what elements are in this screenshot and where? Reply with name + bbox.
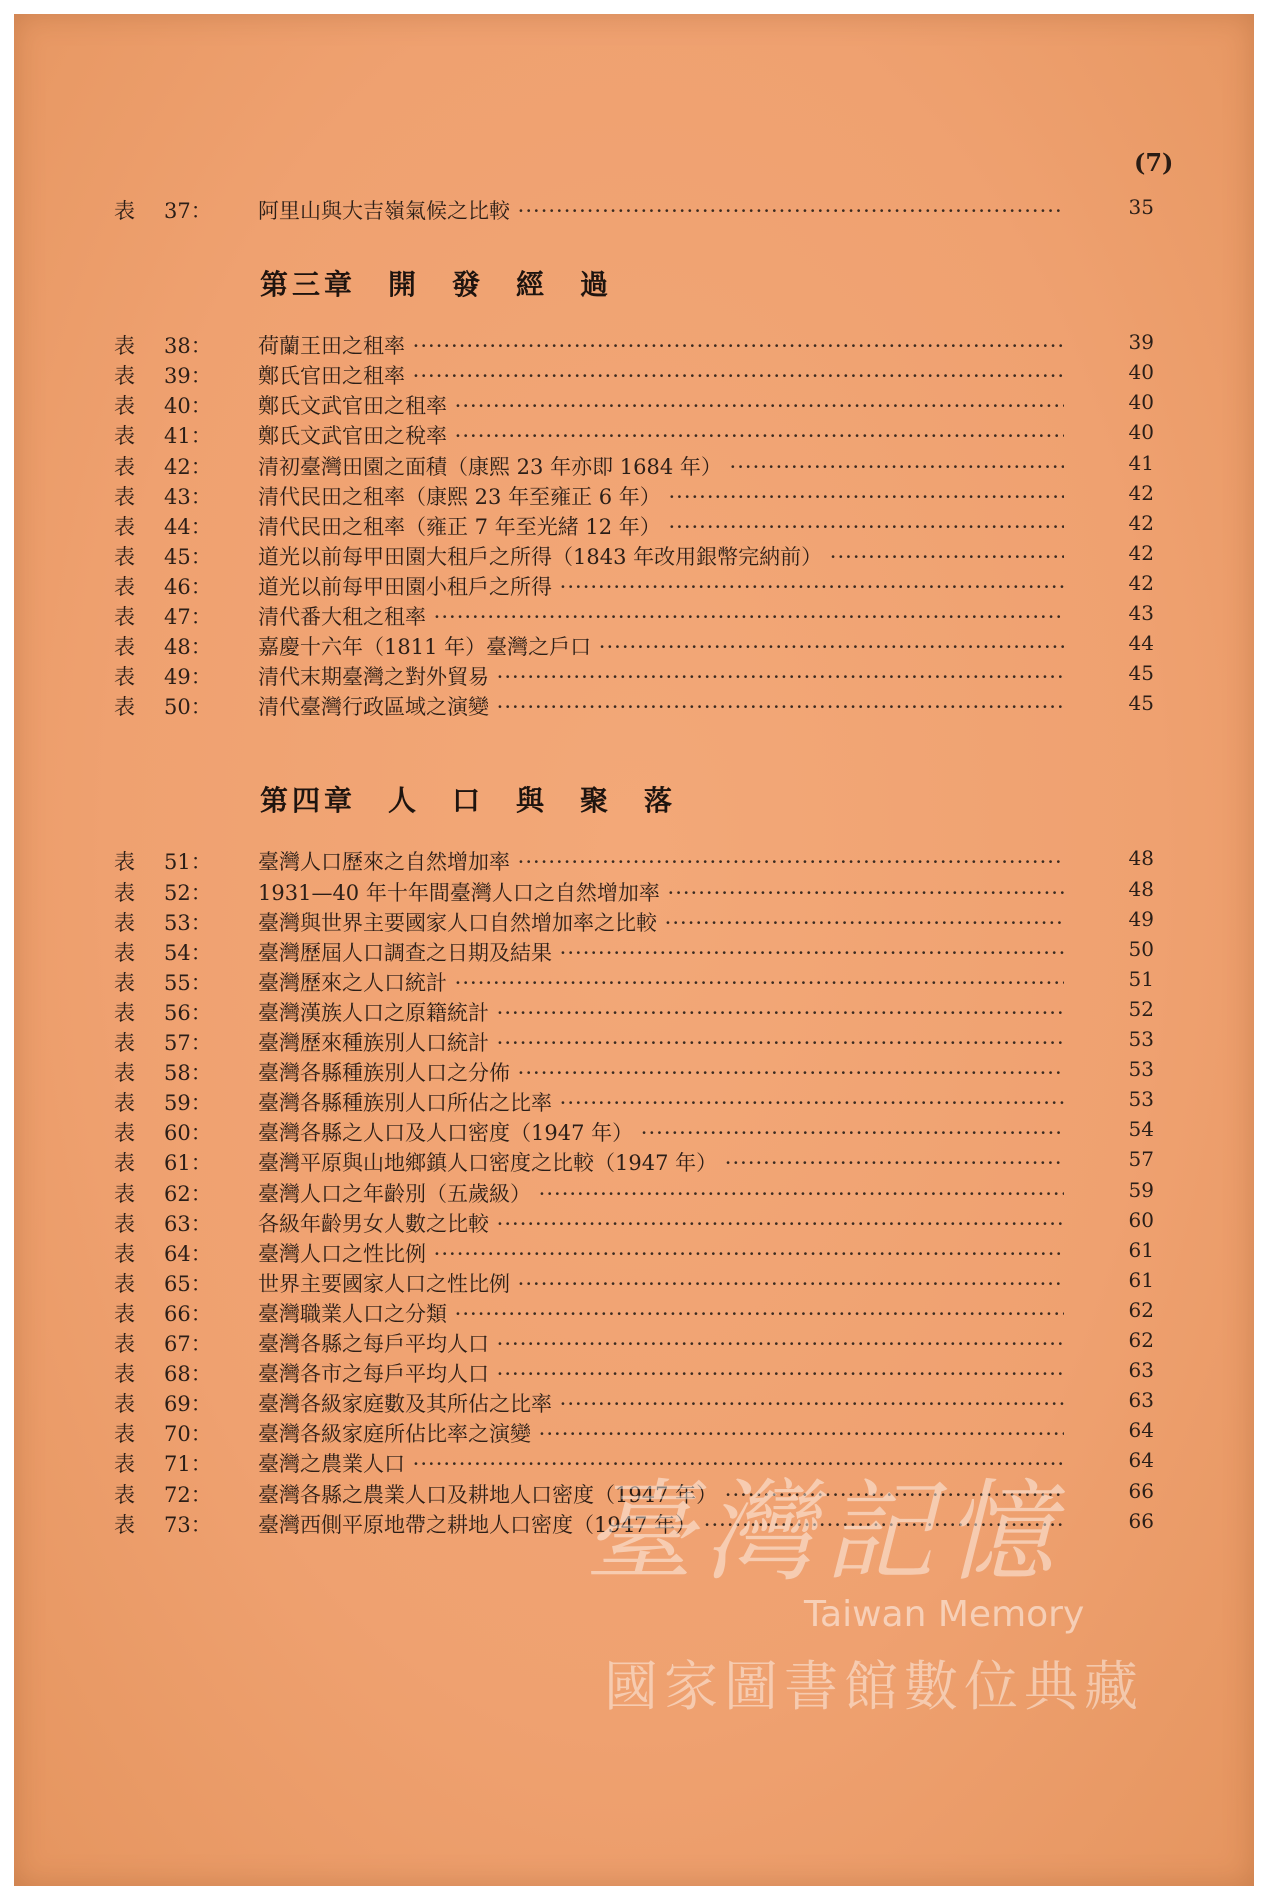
toc-entry — [114, 507, 1154, 541]
table-label: 表 — [114, 1422, 135, 1447]
toc-entry — [114, 326, 1154, 360]
table-number: 57： — [164, 1031, 212, 1055]
page-ref: 53 — [1128, 1027, 1154, 1051]
table-label: 表 — [114, 1031, 135, 1055]
toc-entry — [114, 537, 1154, 571]
table-number: 37： — [164, 199, 212, 223]
toc-entry — [114, 657, 1154, 691]
table-label: 表 — [114, 1121, 135, 1146]
table-label: 表 — [114, 850, 135, 875]
table-number: 54： — [164, 940, 212, 965]
table-number: 66： — [164, 1301, 212, 1326]
table-label: 表 — [114, 424, 135, 449]
page-ref: 49 — [1128, 906, 1154, 931]
chapter-heading: 第四章 人 口 與 聚 落 — [260, 784, 677, 818]
table-title: 臺灣各級家庭所佔比率之演變 ····· — [258, 1418, 1064, 1448]
table-label: 表 — [114, 635, 135, 660]
toc-entry — [114, 597, 1154, 631]
toc-entry — [114, 842, 1154, 876]
page-ref: 60 — [1128, 1207, 1154, 1232]
table-title: 清代末期臺灣之對外貿易 ····· — [258, 661, 1064, 691]
page-ref: 43 — [1128, 601, 1154, 625]
table-title: 臺灣歷來種族別人口統計 ····· — [258, 1027, 1064, 1057]
page-ref: 40 — [1128, 360, 1154, 385]
table-label: 表 — [114, 970, 135, 995]
table-label: 表 — [114, 1211, 135, 1236]
page-ref: 61 — [1128, 1267, 1154, 1292]
table-title: 臺灣各縣之人口及人口密度（1947 年） ····· — [258, 1117, 1064, 1147]
table-label: 表 — [114, 1091, 135, 1116]
table-number: 40： — [164, 394, 212, 419]
toc-entry — [114, 963, 1154, 997]
toc-entry — [114, 1294, 1154, 1328]
table-number: 41： — [164, 424, 212, 449]
table-title: 荷蘭王田之租率 ····· — [258, 330, 1064, 360]
page-ref: 63 — [1128, 1388, 1154, 1413]
toc-entry — [114, 477, 1154, 511]
toc-entry — [114, 1143, 1154, 1177]
table-title: 臺灣平原與山地鄉鎮人口密度之比較（1947 年） ····· — [258, 1147, 1064, 1177]
table-title: 臺灣各縣種族別人口之分佈 ····· — [258, 1057, 1064, 1087]
toc-entry — [114, 903, 1154, 937]
page-ref: 48 — [1128, 876, 1154, 901]
toc-entry — [114, 567, 1154, 601]
page-ref: 42 — [1128, 540, 1154, 565]
table-number: 67： — [164, 1332, 212, 1356]
watermark-english: Taiwan Memory — [804, 1594, 1085, 1635]
table-number: 63： — [164, 1211, 212, 1236]
table-label: 表 — [114, 1271, 135, 1296]
page-ref: 52 — [1128, 996, 1154, 1021]
table-number: 56： — [164, 1000, 212, 1025]
table-number: 62： — [164, 1181, 212, 1206]
table-label: 表 — [114, 199, 135, 223]
table-number: 71： — [164, 1452, 212, 1477]
table-number: 43： — [164, 484, 212, 509]
table-number: 60： — [164, 1121, 212, 1146]
table-label: 表 — [114, 695, 135, 720]
toc-entry — [114, 1264, 1154, 1298]
table-title: 1931—40 年十年間臺灣人口之自然增加率 ····· — [258, 877, 1064, 907]
page-ref: 39 — [1128, 330, 1154, 355]
table-number: 73： — [164, 1512, 212, 1537]
toc-entry — [114, 1113, 1154, 1147]
page-ref: 42 — [1128, 480, 1154, 505]
page-ref: 64 — [1128, 1448, 1154, 1473]
toc-entry — [114, 386, 1154, 420]
table-title: 清代民田之租率（雍正 7 年至光緒 12 年） ····· — [258, 511, 1064, 541]
table-label: 表 — [114, 1392, 135, 1417]
table-label: 表 — [114, 605, 135, 629]
page-ref: 53 — [1128, 1057, 1154, 1082]
page-ref: 66 — [1128, 1478, 1154, 1503]
page-ref: 64 — [1128, 1418, 1154, 1443]
table-label: 表 — [114, 880, 135, 905]
page-ref: 62 — [1128, 1297, 1154, 1322]
toc-entry — [114, 447, 1154, 481]
table-number: 69： — [164, 1392, 212, 1417]
table-number: 38： — [164, 334, 212, 359]
watermark-chinese: 國家圖書館數位典藏 — [604, 1655, 1144, 1718]
page-ref: 57 — [1128, 1147, 1154, 1172]
table-label: 表 — [114, 1362, 135, 1387]
page-ref: 35 — [1128, 195, 1154, 219]
table-title: 鄭氏文武官田之稅率 ····· — [258, 420, 1064, 450]
table-label: 表 — [114, 574, 135, 599]
table-label: 表 — [114, 1301, 135, 1326]
table-title: 世界主要國家人口之性比例 ····· — [258, 1268, 1064, 1298]
table-label: 表 — [114, 1332, 135, 1356]
page-ref: 42 — [1128, 570, 1154, 595]
table-title: 臺灣各縣種族別人口所佔之比率 ····· — [258, 1087, 1064, 1117]
table-number: 45： — [164, 544, 212, 569]
table-label: 表 — [114, 1151, 135, 1176]
table-title: 道光以前每甲田園大租戶之所得（1843 年改用銀幣完納前） ····· — [258, 541, 1064, 571]
table-title: 臺灣漢族人口之原籍統計 ····· — [258, 997, 1064, 1027]
table-number: 49： — [164, 665, 212, 690]
toc-entry — [114, 1174, 1154, 1208]
watermark-logo: 臺灣記憶 — [584, 1468, 1064, 1596]
page-ref: 41 — [1128, 450, 1154, 475]
table-number: 39： — [164, 364, 212, 389]
table-label: 表 — [114, 1241, 135, 1266]
table-number: 53： — [164, 910, 212, 935]
table-label: 表 — [114, 454, 135, 479]
table-title: 清代臺灣行政區域之演變 ····· — [258, 691, 1064, 721]
table-label: 表 — [114, 394, 135, 419]
table-number: 48： — [164, 635, 212, 660]
table-title: 道光以前每甲田園小租戶之所得 ····· — [258, 571, 1064, 601]
page-ref: 61 — [1128, 1237, 1154, 1262]
page-ref: 40 — [1128, 420, 1154, 445]
page-ref: 44 — [1128, 631, 1154, 656]
page-ref: 45 — [1128, 661, 1154, 686]
table-title: 臺灣各市之每戶平均人口 ····· — [258, 1358, 1064, 1388]
table-label: 表 — [114, 484, 135, 509]
table-number: 72： — [164, 1482, 212, 1507]
table-label: 表 — [114, 364, 135, 389]
table-number: 58： — [164, 1061, 212, 1086]
table-label: 表 — [114, 665, 135, 690]
table-label: 表 — [114, 1061, 135, 1086]
table-number: 64： — [164, 1241, 212, 1266]
toc-entry — [114, 416, 1154, 450]
page-number: (7) — [1134, 148, 1174, 177]
table-label: 表 — [114, 514, 135, 539]
page-ref: 59 — [1128, 1177, 1154, 1202]
toc-entry — [114, 687, 1154, 721]
table-title: 各級年齡男女人數之比較 ····· — [258, 1208, 1064, 1238]
table-label: 表 — [114, 1452, 135, 1477]
toc-entry — [114, 1204, 1154, 1238]
table-label: 表 — [114, 334, 135, 359]
page-ref: 66 — [1128, 1508, 1154, 1533]
scanned-page — [14, 14, 1254, 1886]
chapter-heading: 第三章 開 發 經 過 — [260, 268, 613, 302]
table-number: 44： — [164, 514, 212, 539]
toc-entry — [114, 993, 1154, 1027]
table-title: 臺灣各縣之農業人口及耕地人口密度（1947 年） ····· — [258, 1479, 1064, 1509]
table-number: 50： — [164, 695, 212, 720]
table-number: 55： — [164, 970, 212, 995]
toc-entry — [114, 1384, 1154, 1418]
toc-entry — [114, 356, 1154, 390]
table-label: 表 — [114, 1000, 135, 1025]
table-number: 59： — [164, 1091, 212, 1116]
table-label: 表 — [114, 1482, 135, 1507]
table-title: 臺灣各級家庭數及其所佔之比率 ····· — [258, 1388, 1064, 1418]
page-ref: 62 — [1128, 1328, 1154, 1352]
toc-entry — [114, 191, 1154, 225]
table-number: 46： — [164, 574, 212, 599]
toc-entry — [114, 873, 1154, 907]
table-title: 清代番大租之租率 ····· — [258, 601, 1064, 631]
table-title: 臺灣人口歷來之自然增加率 ····· — [258, 846, 1064, 876]
table-label: 表 — [114, 940, 135, 965]
page-ref: 54 — [1128, 1117, 1154, 1142]
table-title: 臺灣人口之性比例 ····· — [258, 1238, 1064, 1268]
watermark — [574, 1444, 1214, 1734]
table-title: 臺灣與世界主要國家人口自然增加率之比較 ····· — [258, 907, 1064, 937]
table-number: 70： — [164, 1422, 212, 1447]
page-ref: 51 — [1128, 966, 1154, 991]
table-label: 表 — [114, 910, 135, 935]
table-title: 鄭氏官田之租率 ····· — [258, 360, 1064, 390]
table-title: 鄭氏文武官田之租率 ····· — [258, 390, 1064, 420]
page-ref: 42 — [1128, 510, 1154, 535]
table-label: 表 — [114, 544, 135, 569]
toc-entry — [114, 1023, 1154, 1057]
toc-entry — [114, 1234, 1154, 1268]
table-title: 阿里山與大吉嶺氣候之比較 ····· — [258, 195, 1064, 225]
toc-entry — [114, 1083, 1154, 1117]
table-number: 65： — [164, 1271, 212, 1296]
toc-entry — [114, 1324, 1154, 1358]
toc-entry — [114, 1354, 1154, 1388]
toc-entry — [114, 627, 1154, 661]
table-label: 表 — [114, 1181, 135, 1206]
page-ref: 63 — [1128, 1358, 1154, 1383]
table-number: 52： — [164, 880, 212, 905]
table-label: 表 — [114, 1512, 135, 1537]
toc-entry — [114, 933, 1154, 967]
table-title: 臺灣職業人口之分類 ····· — [258, 1298, 1064, 1328]
page-ref: 50 — [1128, 936, 1154, 961]
table-number: 51： — [164, 850, 212, 875]
table-title: 嘉慶十六年（1811 年）臺灣之戶口 ····· — [258, 631, 1064, 661]
table-title: 臺灣歷屆人口調查之日期及結果 ····· — [258, 937, 1064, 967]
table-number: 61： — [164, 1151, 212, 1176]
page-ref: 45 — [1128, 691, 1154, 716]
page-ref: 40 — [1128, 390, 1154, 415]
table-title: 臺灣人口之年齡別（五歲級） ····· — [258, 1178, 1064, 1208]
table-number: 47： — [164, 605, 212, 629]
table-title: 臺灣各縣之每戶平均人口 ····· — [258, 1328, 1064, 1358]
table-title: 清代民田之租率（康熙 23 年至雍正 6 年） ····· — [258, 481, 1064, 511]
toc-entry — [114, 1053, 1154, 1087]
page-ref: 53 — [1128, 1087, 1154, 1112]
table-title: 清初臺灣田園之面積（康熙 23 年亦即 1684 年） ····· — [258, 451, 1064, 481]
page-ref: 48 — [1128, 846, 1154, 871]
table-title: 臺灣歷來之人口統計 ····· — [258, 967, 1064, 997]
table-title: 臺灣西側平原地帶之耕地人口密度（1947 年） ····· — [258, 1509, 1064, 1539]
table-number: 68： — [164, 1362, 212, 1387]
table-title: 臺灣之農業人口 ····· — [258, 1448, 1064, 1478]
table-number: 42： — [164, 454, 212, 479]
